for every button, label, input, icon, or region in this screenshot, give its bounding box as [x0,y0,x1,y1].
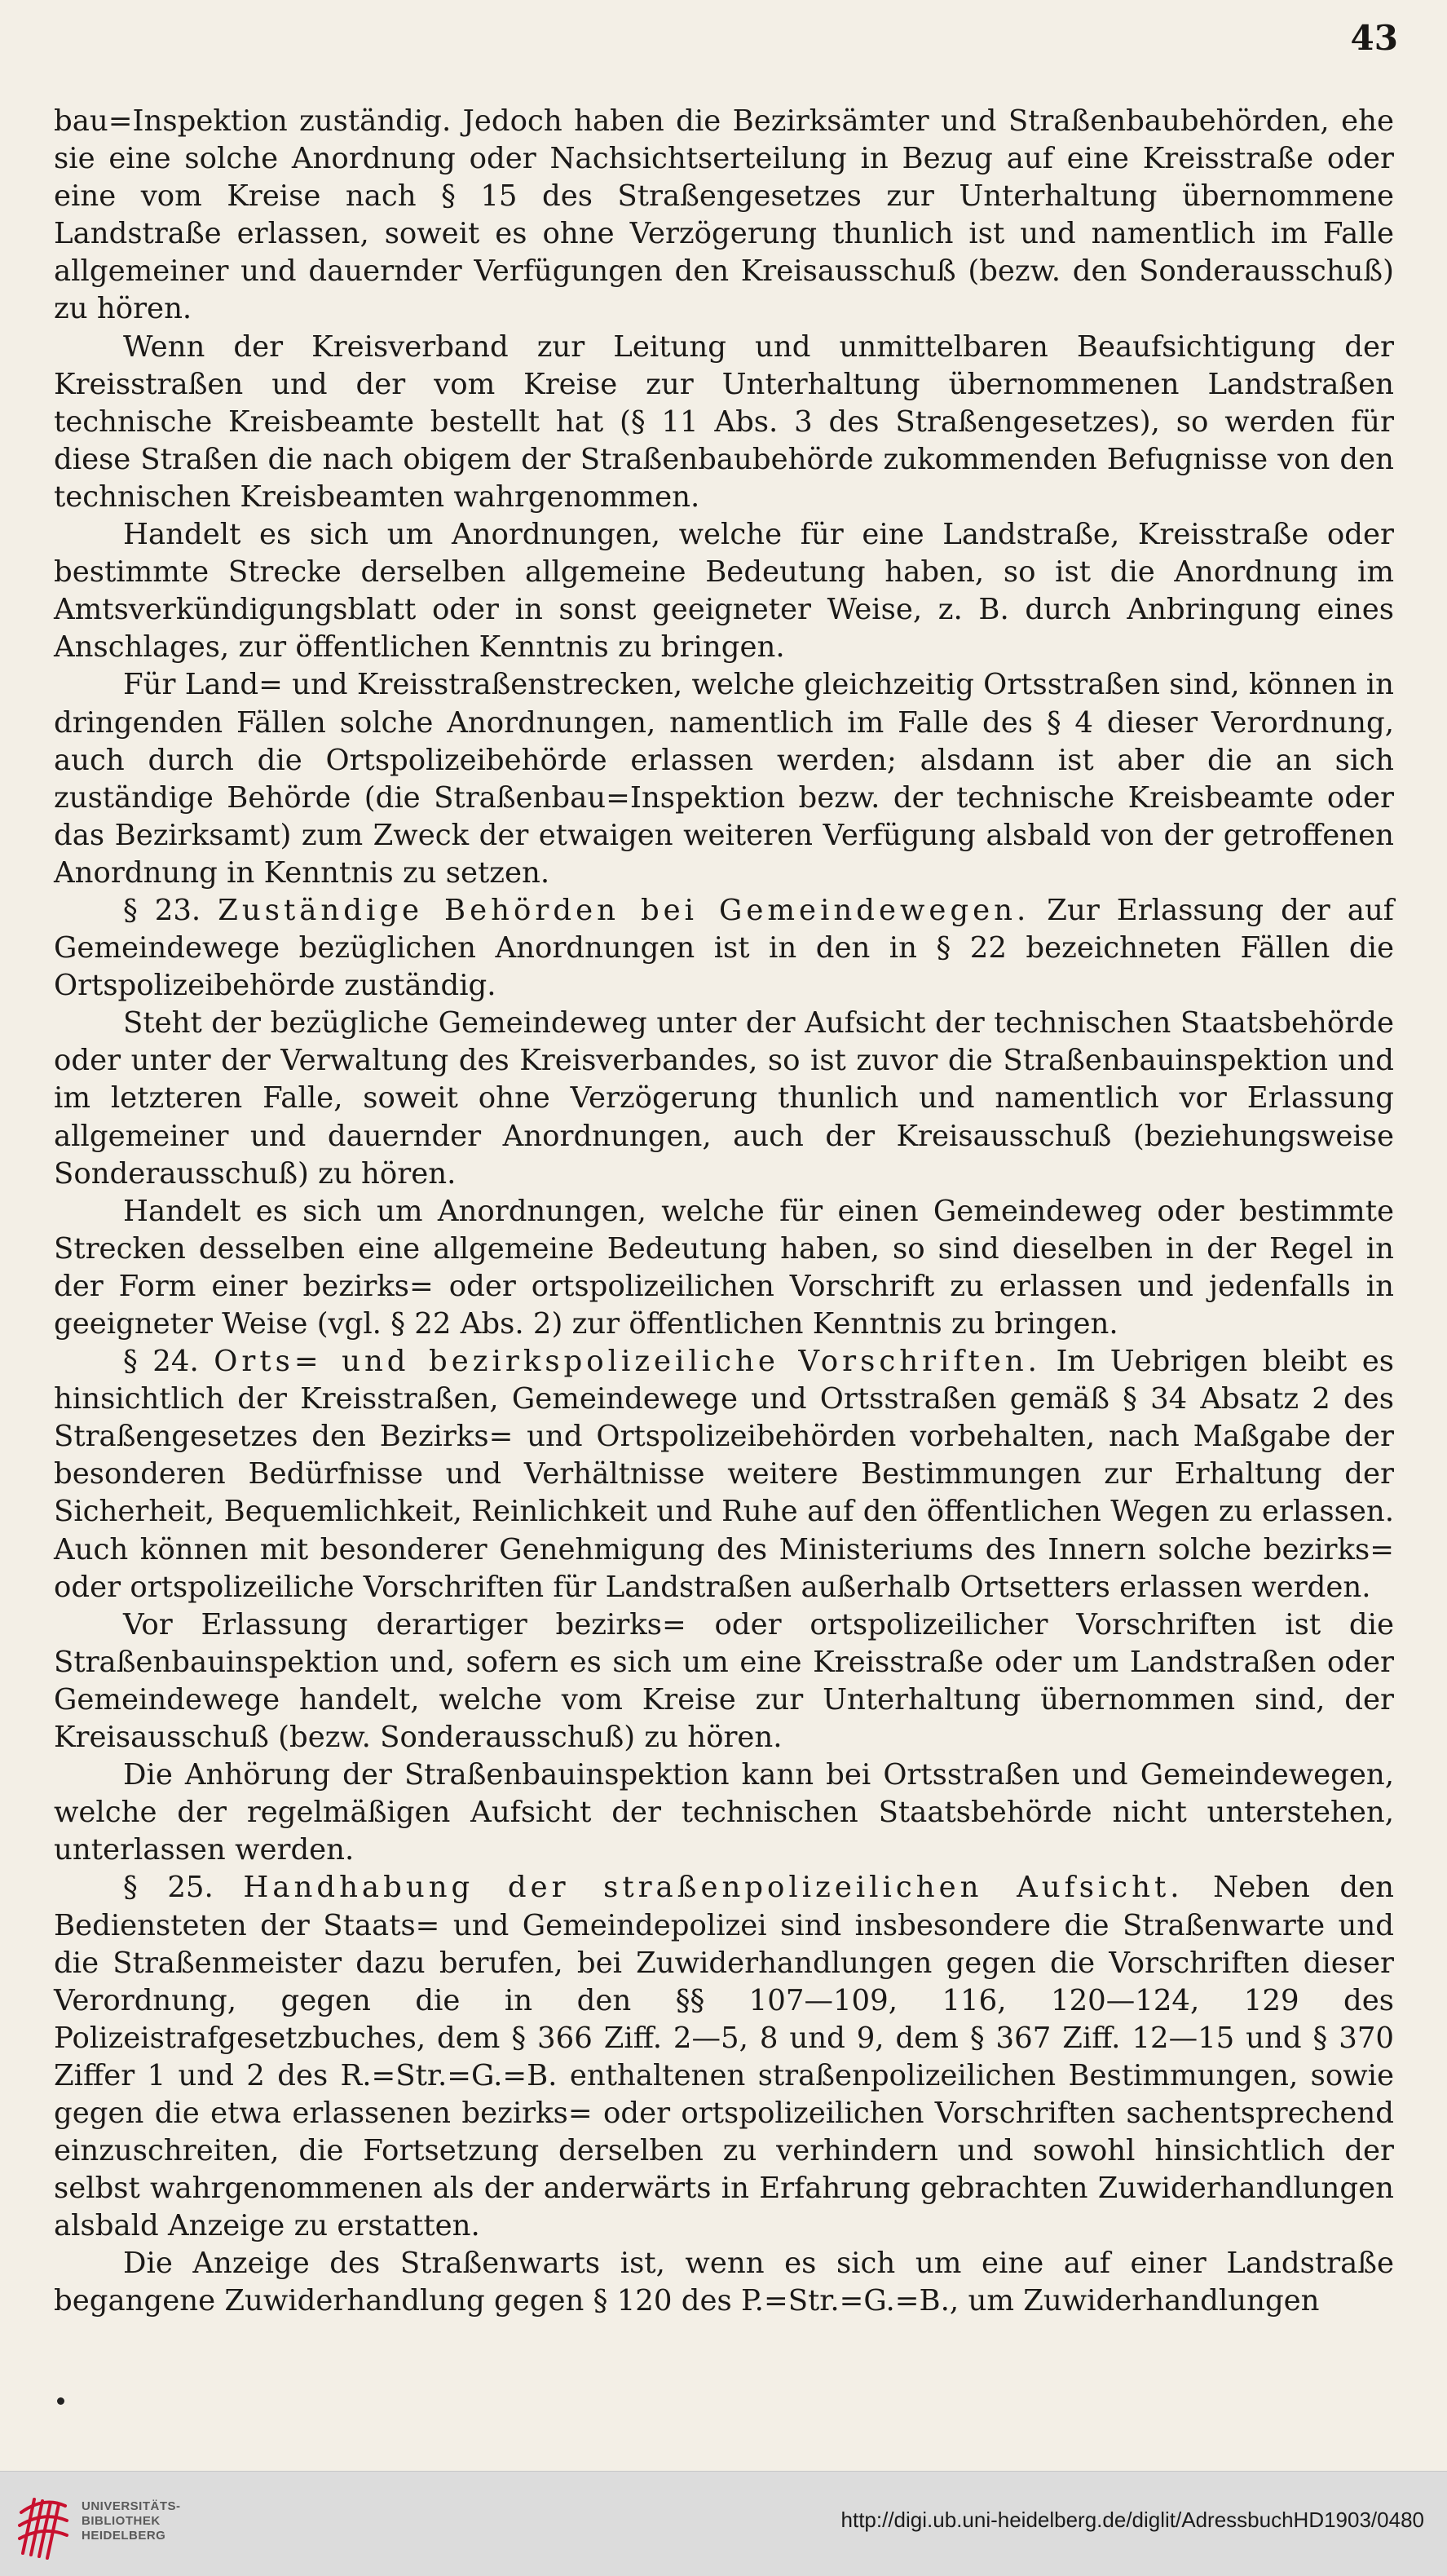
section-lead: Neben den [1213,1871,1394,1905]
section-text: auf Gemeindewege bezüglichen Anordnungen ist in den in § 22 bezeichneten Fällen die Ortspolizeibehörde zuständig. [54,893,1394,1003]
paragraph: Handelt es sich um Anordnungen, welche für einen Gemeindeweg oder bestimmte Strecken desselben eine allgemeine Bedeutung haben, so sind dieselben in der Regel in der Form einer bezirks= oder ortspolizeilichen Vorschrift zu erlassen und jedenfalls in geeigneter Weise (vgl. § 22 Abs. 2) zur öffentlichen Kenntnis zu bringen. [54,1194,1394,1341]
section-23 [54,892,1394,1005]
paragraph-continuation: bau=Inspektion zuständig. Jedoch haben die Bezirksämter und Straßenbaubehörden, ehe sie eine solche Anordnung oder Nachsichtserteilung in Bezug auf eine Kreisstraße oder eine vom Kreise nach § 15 des Straßengesetzes zur Unterhaltung übernommene Landstraße erlassen, soweit es ohne Verzögerung thunlich ist und namentlich im Falle allgemeiner und dauernder Verfügungen den Kreisausschuß (bezw. den Sonderausschuß) zu hören. [54,104,1394,326]
document-body [54,103,1394,2321]
section-title: Handhabung der straßenpolizeilichen Aufsicht. [243,1871,1184,1905]
paragraph: Steht der bezügliche Gemeindeweg unter der Aufsicht der technischen Staatsbehörde oder unter der Verwaltung des Kreisverbandes, so ist zuvor die Straßenbauinspektion und im letzteren Falle, soweit ohne Verzögerung thunlich und namentlich vor Erlassung allgemeiner und dauernder Anordnungen, auch der Kreisausschuß (beziehungsweise Sonderausschuß) zu hören. [54,1006,1394,1191]
bullet-mark [57,2397,64,2405]
paragraph: Wenn der Kreisverband zur Leitung und unmittelbaren Beaufsichtigung der Kreisstraßen und der vom Kreise zur Unterhaltung übernommenen Landstraßen technische Kreisbeamte bestellt hat (§ 11 Abs. 3 des Straßengesetzes), so werden für diese Straßen die nach obigem der Straßenbaubehörde zukommenden Befugnisse von den technischen Kreisbeamten wahrgenommen. [54,329,1394,514]
section-number: § 23. [123,893,201,927]
section-25 [54,1869,1394,2245]
section-text: es hinsichtlich der Kreisstraßen, Gemeindewege und Ortsstraßen gemäß § 34 Absatz 2 des Straßengesetzes den Bezirks= und Ortspolizeibehörden vorbehalten, nach Maßgabe der besonderen Bedürfnisse und Verhältnisse weitere Bestimmungen zur Erhaltung der Sicherheit, Bequemlichkeit, Reinlichkeit und Ruhe auf den öffentlichen Wegen zu erlassen. Auch können mit besonderer Genehmigung des Ministeriums des Innern solche bezirks= oder ortspolizeiliche Vorschriften für Landstraßen außerhalb Ortsetters erlassen werden. [54,1345,1394,1604]
section-title: Zuständige Behörden bei Gemeindewegen. [218,893,1030,927]
section-lead: Im Uebrigen bleibt [1056,1345,1348,1379]
institution-line: HEIDELBERG [82,2529,166,2543]
footer-bar [0,2471,1447,2576]
logo-graphic [15,2488,73,2561]
source-url-link[interactable]: http://digi.ub.uni-heidelberg.de/diglit/AdressbuchHD1903/0480 [840,2508,1424,2532]
institution-line: UNIVERSITÄTS- [82,2499,181,2513]
section-lead: Zur Erlassung der [1047,893,1330,927]
institution-line: BIBLIOTHEK [82,2514,161,2528]
ub-heidelberg-logo-icon[interactable] [15,2488,73,2561]
section-title: Orts= und bezirkspolizeiliche Vorschriften. [214,1345,1041,1379]
section-number: § 25. [123,1871,214,1905]
institution-name [82,2499,181,2543]
page-number: 43 [1350,18,1398,58]
paragraph: Vor Erlassung derartiger bezirks= oder ortspolizeilicher Vorschriften ist die Straßenbauinspektion und, sofern es sich um eine Kreisstraße oder um Landstraßen oder Gemeindewege handelt, welche vom Kreise zur Unterhaltung übernommen sind, der Kreisausschuß (bezw. Sonderausschuß) zu hören. [54,1607,1394,1755]
paragraph: Für Land= und Kreisstraßenstrecken, welche gleichzeitig Ortsstraßen sind, können in dringenden Fällen solche Anordnungen, namentlich im Falle des § 4 dieser Verordnung, auch durch die Ortspolizeibehörde erlassen werden; alsdann ist aber die an sich zuständige Behörde (die Straßenbau=Inspektion bezw. der technische Kreisbeamte oder das Bezirksamt) zum Zweck der etwaigen weiteren Verfügung alsbald von der getroffenen Anordnung in Kenntnis zu setzen. [54,668,1394,890]
paragraph: Die Anhörung der Straßenbauinspektion kann bei Ortsstraßen und Gemeindewegen, welche der regelmäßigen Aufsicht der technischen Staatsbehörde nicht unterstehen, unterlassen werden. [54,1758,1394,1867]
paragraph: Handelt es sich um Anordnungen, welche für eine Landstraße, Kreisstraße oder bestimmte Strecke derselben allgemeine Bedeutung haben, so ist die Anordnung im Amtsverkündigungsblatt oder in sonst geeigneter Weise, z. B. durch Anbringung eines Anschlages, zur öffentlichen Kenntnis zu bringen. [54,518,1394,665]
section-24 [54,1343,1394,1606]
section-number: § 24. [123,1345,199,1379]
paragraph: Die Anzeige des Straßenwarts ist, wenn es sich um eine auf einer Landstraße begangene Zuwiderhandlung gegen § 120 des P.=Str.=G.=B., um Zuwiderhandlungen [54,2247,1394,2318]
section-text: Bediensteten der Staats= und Gemeindepolizei sind insbesondere die Straßenwarte und die Straßenmeister dazu berufen, bei Zuwiderhandlungen gegen die Vorschriften dieser Verordnung, gegen die in den §§ 107—109, 116, 120—124, 129 des Polizeistrafgesetzbuches, dem § 366 Ziff. 2—5, 8 und 9, dem § 367 Ziff. 12—15 und § 370 Ziffer 1 und 2 des R.=Str.=G.=B. enthaltenen straßenpolizeilichen Bestimmungen, sowie gegen die etwa erlassenen bezirks= oder ortspolizeilichen Vorschriften sachentsprechend einzuschreiten, die Fortsetzung derselben zu verhindern und sowohl hinsichtlich der selbst wahrgenommenen als der anderwärts in Erfahrung gebrachten Zuwiderhandlungen alsbald Anzeige zu erstatten. [54,1908,1394,2243]
